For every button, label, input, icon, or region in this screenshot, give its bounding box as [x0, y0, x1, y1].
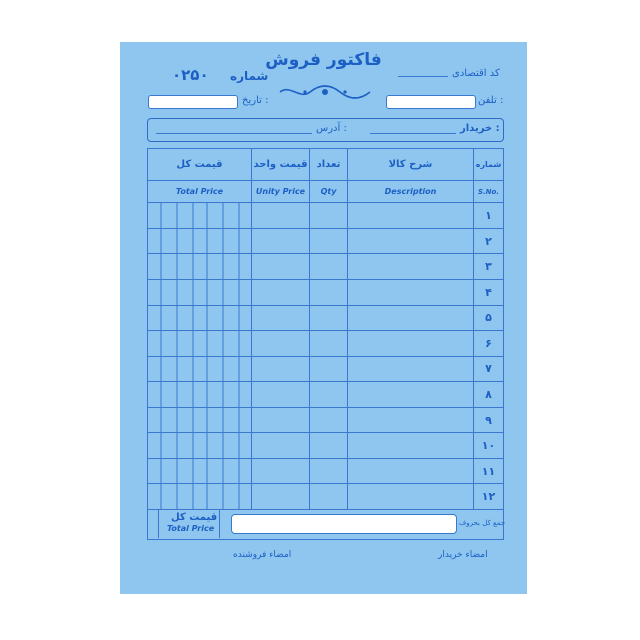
buyer-signature-label: امضاء خریدار: [438, 550, 488, 560]
header-description-fa: شرح کالا: [348, 149, 474, 181]
row-qty-cell[interactable]: [310, 356, 348, 382]
row-description-cell[interactable]: [348, 254, 474, 280]
row-qty-cell[interactable]: [310, 407, 348, 433]
table-row: [148, 407, 504, 433]
row-description-cell[interactable]: [348, 382, 474, 408]
economic-code-field[interactable]: [398, 76, 448, 77]
row-description-cell[interactable]: [348, 331, 474, 357]
row-qty-cell[interactable]: [310, 382, 348, 408]
row-total-cell[interactable]: [148, 228, 252, 254]
row-unit-price-cell[interactable]: [252, 228, 310, 254]
header-unit-price-fa: قیمت واحد: [252, 149, 310, 181]
total-cell-spacer: [147, 510, 159, 538]
table-row: [148, 433, 504, 459]
table-row: [148, 484, 504, 510]
header-number-en: S.No.: [474, 181, 504, 203]
row-qty-cell[interactable]: [310, 458, 348, 484]
seller-signature-label: امضاء فروشنده: [233, 550, 292, 560]
address-label: آدرس :: [316, 123, 347, 134]
invoice-number-label: شماره: [230, 69, 269, 83]
row-number: ۱: [474, 203, 504, 229]
row-total-cell[interactable]: [148, 356, 252, 382]
table-row: [148, 305, 504, 331]
economic-code-label: کد اقتصادی: [452, 68, 500, 79]
row-qty-cell[interactable]: [310, 228, 348, 254]
row-description-cell[interactable]: [348, 203, 474, 229]
row-total-cell[interactable]: [148, 382, 252, 408]
invoice-title: فاکتور فروش: [265, 50, 382, 70]
header-qty-fa: تعداد: [310, 149, 348, 181]
header-qty-en: Qty: [310, 181, 348, 203]
header-number-fa: شماره: [474, 149, 504, 181]
header-description-en: Description: [348, 181, 474, 203]
date-label: تاریخ :: [242, 95, 269, 106]
header-total-price-fa: قیمت کل: [148, 149, 252, 181]
table-row: [148, 382, 504, 408]
row-total-cell[interactable]: [148, 407, 252, 433]
row-description-cell[interactable]: [348, 280, 474, 306]
row-number: ۷: [474, 356, 504, 382]
header-total-price-en: Total Price: [148, 181, 252, 203]
row-number: ۴: [474, 280, 504, 306]
row-total-cell[interactable]: [148, 254, 252, 280]
row-qty-cell[interactable]: [310, 484, 348, 510]
row-unit-price-cell[interactable]: [252, 407, 310, 433]
row-total-cell[interactable]: [148, 331, 252, 357]
invoice-sheet: [120, 42, 527, 594]
buyer-field[interactable]: [370, 133, 456, 134]
ornament-icon: [275, 84, 375, 100]
items-table: [147, 148, 504, 540]
row-number: ۸: [474, 382, 504, 408]
phone-field[interactable]: [386, 95, 476, 109]
row-description-cell[interactable]: [348, 458, 474, 484]
row-unit-price-cell[interactable]: [252, 458, 310, 484]
row-unit-price-cell[interactable]: [252, 331, 310, 357]
row-unit-price-cell[interactable]: [252, 203, 310, 229]
total-price-label-en: Total Price: [167, 524, 215, 533]
row-description-cell[interactable]: [348, 228, 474, 254]
row-qty-cell[interactable]: [310, 254, 348, 280]
row-total-cell[interactable]: [148, 484, 252, 510]
row-qty-cell[interactable]: [310, 433, 348, 459]
row-description-cell[interactable]: [348, 356, 474, 382]
row-unit-price-cell[interactable]: [252, 382, 310, 408]
row-number: ۳: [474, 254, 504, 280]
address-field[interactable]: [156, 133, 312, 134]
table-row: [148, 356, 504, 382]
header-unit-price-en: Unity Price: [252, 181, 310, 203]
table-row: [148, 280, 504, 306]
total-in-words-field[interactable]: [231, 514, 457, 534]
total-price-label-fa: قیمت کل: [171, 512, 218, 523]
row-unit-price-cell[interactable]: [252, 280, 310, 306]
divider: [219, 510, 220, 538]
table-row: [148, 458, 504, 484]
row-total-cell[interactable]: [148, 203, 252, 229]
table-row: [148, 331, 504, 357]
row-description-cell[interactable]: [348, 305, 474, 331]
row-number: ۱۲: [474, 484, 504, 510]
row-qty-cell[interactable]: [310, 203, 348, 229]
row-unit-price-cell[interactable]: [252, 356, 310, 382]
row-total-cell[interactable]: [148, 433, 252, 459]
row-unit-price-cell[interactable]: [252, 305, 310, 331]
row-number: ۱۰: [474, 433, 504, 459]
row-qty-cell[interactable]: [310, 305, 348, 331]
total-in-words-label: جمع کل بحروف: [459, 519, 506, 527]
row-total-cell[interactable]: [148, 458, 252, 484]
row-qty-cell[interactable]: [310, 280, 348, 306]
invoice-number: ۰۲۵۰: [172, 66, 209, 84]
row-qty-cell[interactable]: [310, 331, 348, 357]
total-row: [147, 510, 506, 538]
table-row: [148, 203, 504, 229]
row-description-cell[interactable]: [348, 484, 474, 510]
row-description-cell[interactable]: [348, 433, 474, 459]
buyer-label: خریدار :: [460, 123, 500, 134]
table-row: [148, 228, 504, 254]
row-number: ۹: [474, 407, 504, 433]
row-number: ۶: [474, 331, 504, 357]
row-number: ۱۱: [474, 458, 504, 484]
table-row: [148, 254, 504, 280]
row-total-cell[interactable]: [148, 280, 252, 306]
row-number: ۵: [474, 305, 504, 331]
row-unit-price-cell[interactable]: [252, 484, 310, 510]
row-unit-price-cell[interactable]: [252, 254, 310, 280]
row-number: ۲: [474, 228, 504, 254]
phone-label: تلفن :: [478, 95, 504, 106]
date-field[interactable]: [148, 95, 238, 109]
row-unit-price-cell[interactable]: [252, 433, 310, 459]
row-description-cell[interactable]: [348, 407, 474, 433]
row-total-cell[interactable]: [148, 305, 252, 331]
